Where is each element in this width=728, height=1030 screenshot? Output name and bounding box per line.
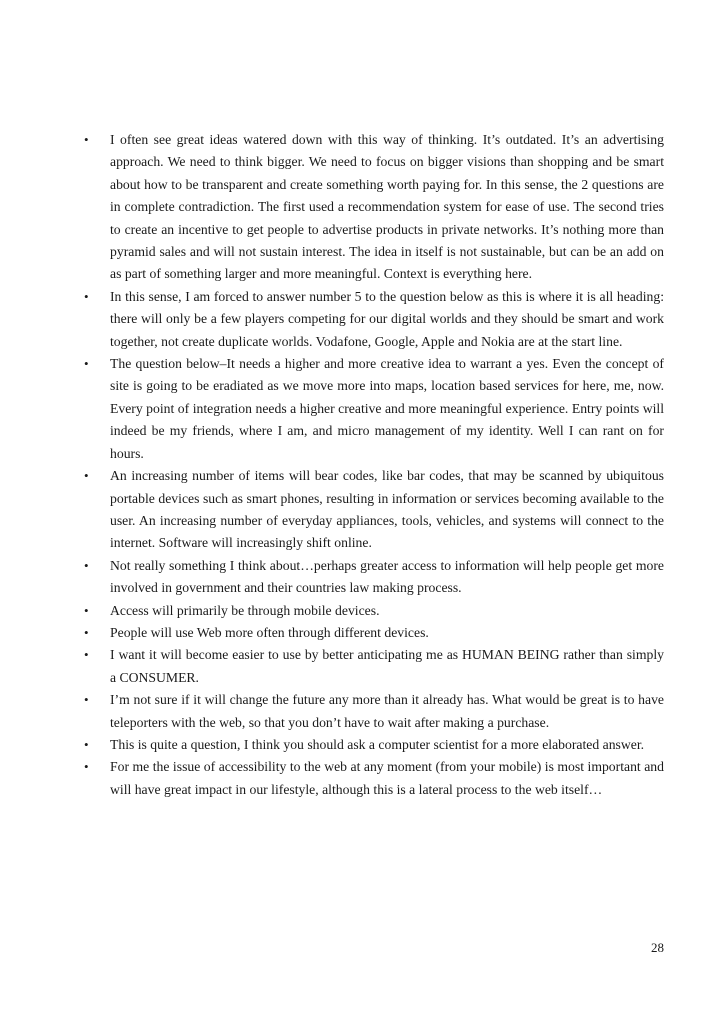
bullet-icon: • bbox=[84, 692, 89, 708]
bullet-icon: • bbox=[84, 736, 89, 752]
list-item-text: This is quite a question, I think you should ask a computer scientist for a more elaborated answer. bbox=[110, 736, 645, 752]
list-item-text: In this sense, I am forced to answer number 5 to the question below as this is where it is all heading: there will only be a few players competing for our digital worlds and they should be smart and work together, not create duplicate worlds. Vodafone, Google, Apple and Nokia are at the start line. bbox=[110, 288, 664, 349]
list-item bbox=[84, 600, 664, 622]
list-item bbox=[84, 689, 664, 734]
bullet-icon: • bbox=[84, 602, 89, 618]
list-item bbox=[84, 734, 664, 756]
list-item-text: People will use Web more often through different devices. bbox=[110, 624, 429, 640]
bullet-icon: • bbox=[84, 288, 89, 304]
list-item bbox=[84, 353, 664, 465]
bullet-icon: • bbox=[84, 647, 89, 663]
list-item-text: For me the issue of accessibility to the web at any moment (from your mobile) is most important and will have great impact in our lifestyle, although this is a lateral process to the web itself… bbox=[110, 759, 664, 797]
list-item bbox=[84, 622, 664, 644]
list-item-text: The question below–It needs a higher and more creative idea to warrant a yes. Even the concept of site is going to be eradiated as we move more into maps, location based services for here, me, now. Every point of integration needs a higher creative and more meaningful experience. Entry points will indeed be my friends, where I am, and micro management of my identity. Well I can rant on for hours. bbox=[110, 356, 664, 461]
bullet-list bbox=[84, 129, 664, 801]
list-item bbox=[84, 129, 664, 286]
bullet-icon: • bbox=[84, 468, 89, 484]
list-item-text: I want it will become easier to use by better anticipating me as HUMAN BEING rather than simply a CONSUMER. bbox=[110, 647, 664, 685]
bullet-icon: • bbox=[84, 132, 89, 147]
list-item-text: I often see great ideas watered down with this way of thinking. It’s outdated. It’s an advertising approach. We need to think bigger. We need to focus on bigger visions than shopping and be smart about how to be transparent and create something worth paying for. In this sense, the 2 questions are in complete contradiction. The first used a recommendation system for ease of use. The second tries to create an incentive to get people to advertise products in private networks. It’s nothing more than pyramid sales and will not sustain interest. The idea in itself is not sustainable, but can be an add on as part of something larger and more meaningful. Context is everything here. bbox=[110, 132, 664, 282]
list-item-text: An increasing number of items will bear codes, like bar codes, that may be scanned by ubiquitous portable devices such as smart phones, resulting in information or services becoming available to the user. An increasing number of everyday appliances, tools, vehicles, and systems will connect to the internet. Software will increasingly shift online. bbox=[110, 468, 664, 551]
list-item bbox=[84, 465, 664, 555]
bullet-icon: • bbox=[84, 759, 89, 775]
page-number: 28 bbox=[651, 940, 664, 955]
list-item bbox=[84, 555, 664, 600]
list-item bbox=[84, 644, 664, 689]
list-item-text: Not really something I think about…perhaps greater access to information will help people get more involved in government and their countries law making process. bbox=[110, 557, 664, 596]
bullet-icon: • bbox=[84, 557, 89, 573]
list-item-text: Access will primarily be through mobile devices. bbox=[110, 602, 380, 618]
bullet-icon: • bbox=[84, 356, 89, 372]
list-item bbox=[84, 756, 664, 801]
list-item-text: I’m not sure if it will change the future any more than it already has. What would be great is to have teleporters with the web, so that you don’t have to wait after making a purchase. bbox=[110, 692, 664, 730]
bullet-icon: • bbox=[84, 624, 89, 640]
list-item bbox=[84, 286, 664, 353]
